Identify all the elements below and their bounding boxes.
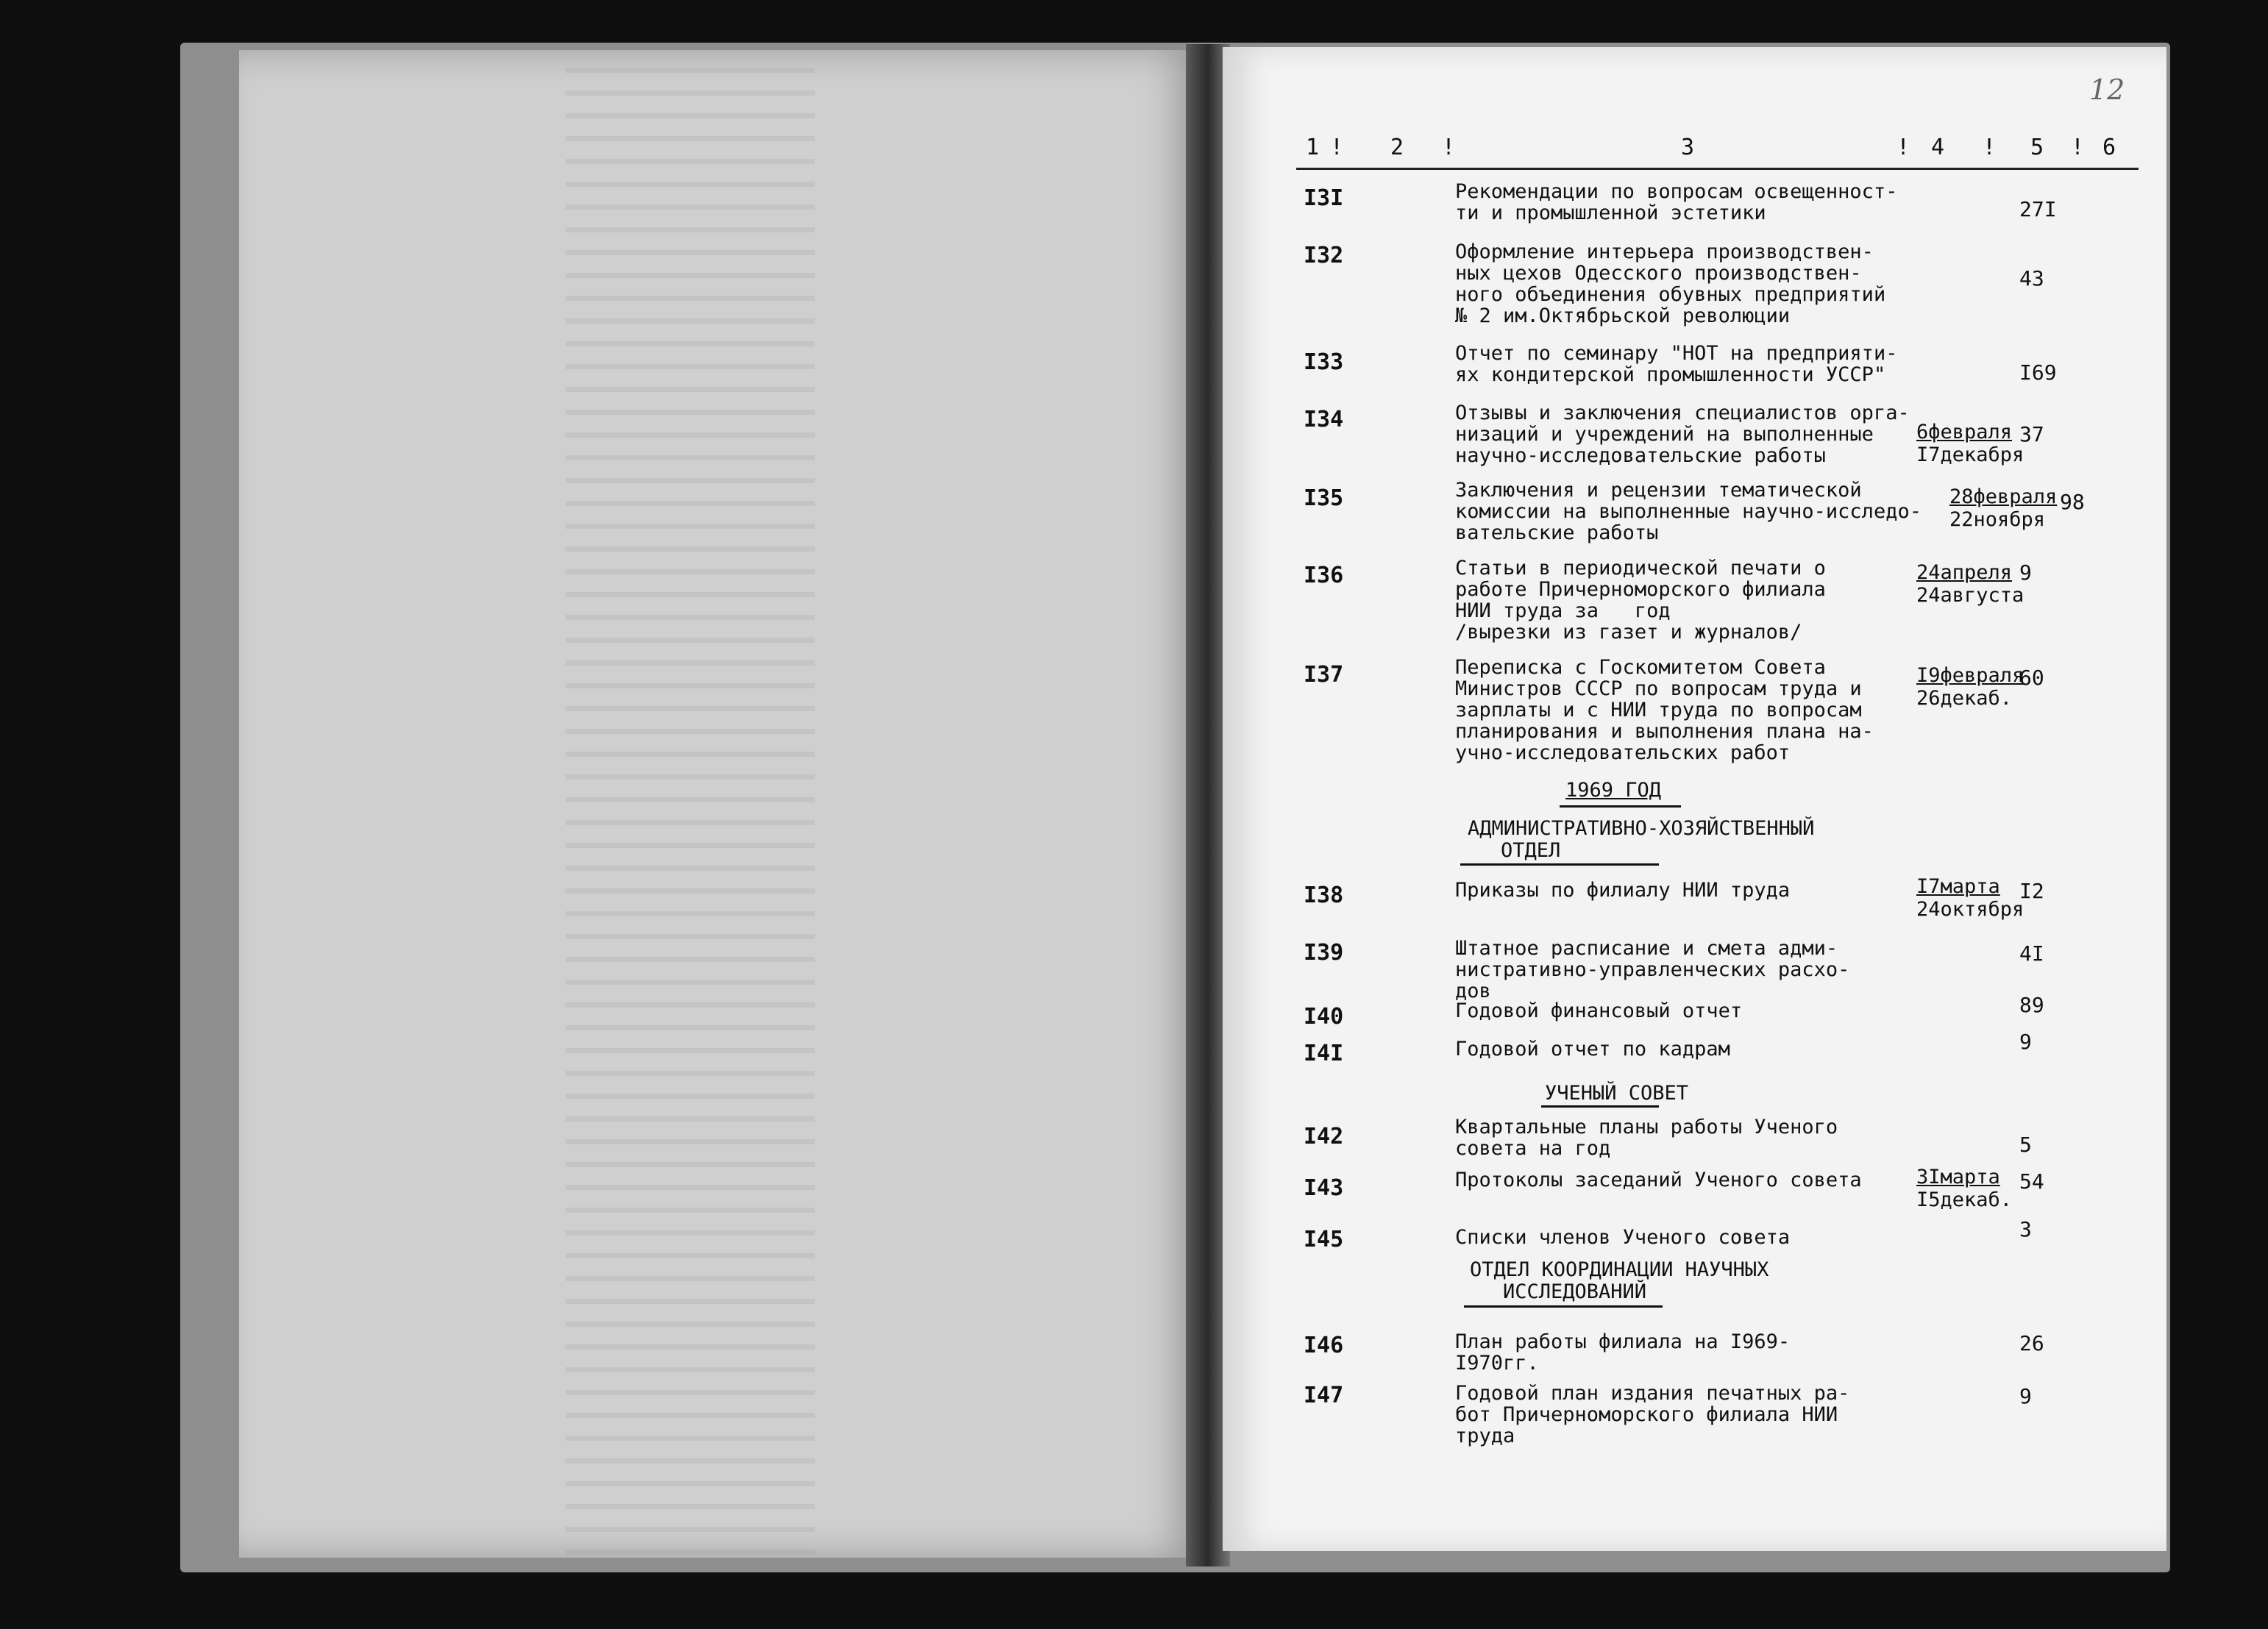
entry-title: Оформление интерьера производствен- ных цехов Одесского производствен- ного объединения обувных предприятий № 2 им.Октябрьской революции [1455,240,1886,327]
entry-title: Статьи в периодической печати о работе Причерноморского филиала НИИ труда за год /вырезки из газет и журналов/ [1455,557,1826,644]
entry-number: I42 [1304,1124,1344,1149]
section-heading-council: УЧЕНЫЙ СОВЕТ [1545,1082,1689,1105]
entry-number: I32 [1304,243,1344,268]
entry-title: Переписка с Госкомитетом Совета Министров СССР по вопросам труда и зарплаты и с НИИ труда по вопросам планирования и выполнения плана на- учно-исследовательских работ [1455,656,1874,764]
entry-number: I46 [1304,1333,1344,1358]
entry-sheets: 3 [2019,1217,2032,1241]
entry-number: I43 [1304,1175,1344,1201]
entry-sheets: 54 [2019,1169,2044,1194]
entry-sheets: I69 [2019,360,2057,385]
entry-number: I38 [1304,883,1344,908]
section-heading-underline [1460,863,1659,866]
entry-number: I45 [1304,1227,1344,1252]
col-header-4: 4 [1931,135,1945,160]
entry-number: I3I [1304,185,1344,211]
entry-number: I40 [1304,1004,1344,1030]
entry-sheets: 37 [2019,422,2044,446]
entry-title: Квартальные планы работы Ученого совета на год [1455,1116,1838,1160]
entry-sheets: 9 [2019,560,2032,585]
entry-title: Списки членов Ученого совета [1455,1226,1791,1249]
entry-sheets: 27I [2019,197,2057,221]
entry-number: I33 [1304,349,1344,375]
entry-dates: I7марта 24октября [1916,875,2025,921]
header-rule [1296,168,2139,170]
entry-title: План работы филиала на I969- I970гг. [1455,1330,1791,1375]
col-sep-icon: ! [1983,135,1997,160]
section-heading-research: ОТДЕЛ КООРДИНАЦИИ НАУЧНЫХ ИССЛЕДОВАНИЙ [1470,1258,1769,1303]
entry-number: I36 [1304,563,1344,588]
year-heading-underline [1560,805,1681,808]
mirrored-text-ghost [239,50,1199,1558]
entry-dates: 3Iмарта I5декаб. [1916,1166,2013,1211]
entry-number: I35 [1304,485,1344,511]
year-heading: 1969 ГОД [1565,779,1662,802]
entry-sheets: 9 [2019,1384,2032,1408]
entry-number: I47 [1304,1383,1344,1408]
entry-title: Заключения и рецензии тематической комиссии на выполненные научно-исследо- вательские работы [1455,479,1922,544]
entry-title: Годовой отчет по кадрам [1455,1038,1730,1061]
entry-sheets: 60 [2019,666,2044,690]
entry-number: I4I [1304,1041,1344,1066]
section-heading-underline [1541,1105,1659,1108]
entry-sheets: 9 [2019,1030,2032,1054]
left-page-bleedthrough [239,50,1199,1558]
col-sep-icon: ! [2071,135,2085,160]
col-header-2: 2 [1390,135,1404,160]
entry-sheets: 98 [2060,490,2085,514]
entry-dates: 24апреля 24августа [1916,561,2025,607]
col-sep-icon: ! [1442,135,1456,160]
entry-title: Рекомендации по вопросам освещенност- ти и промышленной эстетики [1455,180,1898,224]
entry-sheets: 26 [2019,1331,2044,1355]
entry-title: Штатное расписание и смета адми- нистративно-управленческих расхо- дов [1455,937,1850,1002]
entry-dates: 6февраля I7декабря [1916,421,2025,466]
page-number: 12 [2089,74,2125,106]
entry-title: Годовой финансовый отчет [1455,999,1743,1022]
entry-number: I34 [1304,407,1344,432]
col-header-3: 3 [1681,135,1695,160]
entry-number: I39 [1304,940,1344,966]
entry-sheets: 5 [2019,1133,2032,1157]
entry-title: Годовой план издания печатных ра- бот Причерноморского филиала НИИ труда [1455,1382,1850,1447]
entry-title: Отчет по семинару "НОТ на предприяти- ях кондитерской промышленности УССР" [1455,342,1898,386]
entry-dates: 28февраля 22ноября [1949,485,2058,531]
col-header-1: 1 [1306,135,1320,160]
section-heading-admin: АДМИНИСТРАТИВНО-ХОЗЯЙСТВЕННЫЙ ОТДЕЛ [1468,817,1815,862]
entry-sheets: 43 [2019,266,2044,290]
col-sep-icon: ! [1896,135,1910,160]
entry-title: Отзывы и заключения специалистов орга- низаций и учреждений на выполненные научно-исследовательские работы [1455,402,1910,467]
col-header-6: 6 [2102,135,2116,160]
entry-title: Протоколы заседаний Ученого совета [1455,1169,1862,1191]
col-sep-icon: ! [1330,135,1344,160]
entry-title: Приказы по филиалу НИИ труда [1455,879,1791,902]
entry-dates: I9февраля 26декаб. [1916,664,2025,710]
section-heading-underline [1464,1305,1663,1308]
col-header-5: 5 [2030,135,2044,160]
entry-sheets: 4I [2019,941,2044,966]
entry-sheets: I2 [2019,879,2044,903]
entry-sheets: 89 [2019,993,2044,1017]
entry-number: I37 [1304,662,1344,688]
